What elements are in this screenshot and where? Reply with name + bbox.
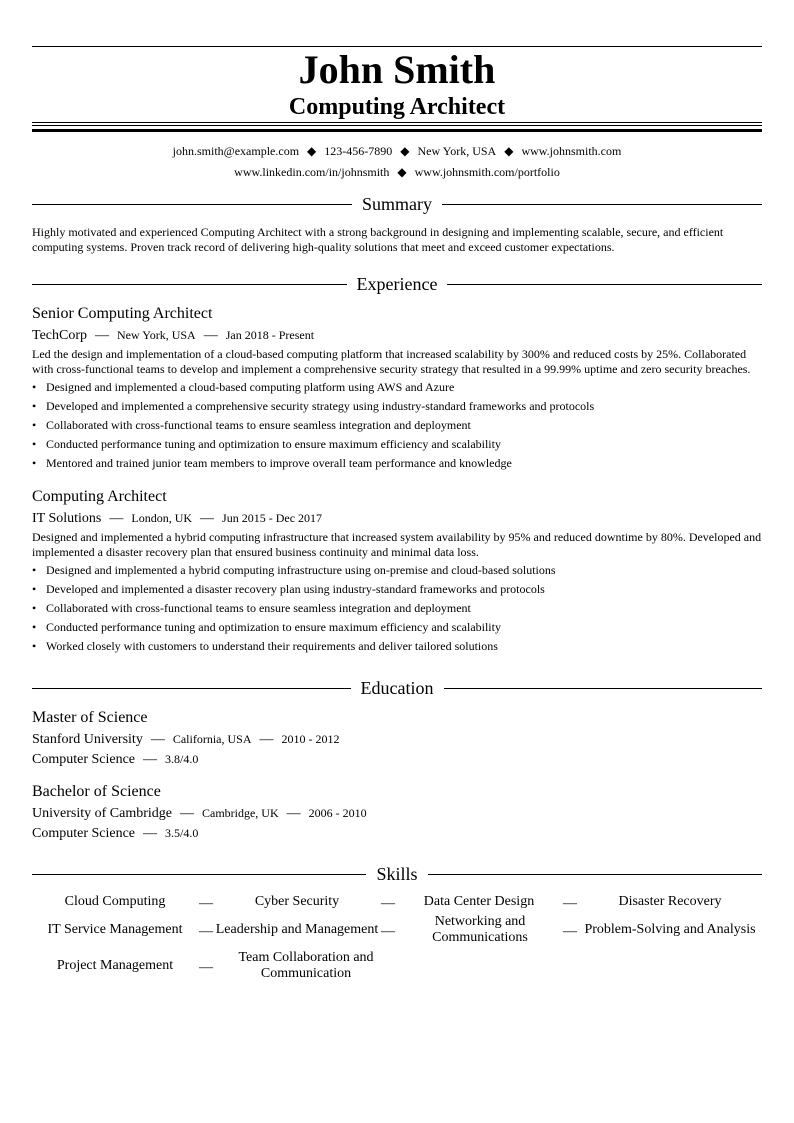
job-dates: Jun 2015 - Dec 2017 (222, 511, 323, 525)
contact-line-1 (32, 143, 762, 159)
job-title: Senior Computing Architect (32, 305, 213, 322)
dash-separator: — (179, 806, 194, 821)
list-item: • Conducted performance tuning and optimization to ensure maximum efficiency and scalability (32, 435, 762, 454)
dash-separator: — (199, 896, 213, 911)
header-rule (32, 125, 762, 126)
job-dates: Jan 2018 - Present (225, 328, 315, 342)
gpa: 3.5/4.0 (165, 826, 199, 840)
skill-item: Project Management (56, 958, 174, 973)
list-item: • Designed and implemented a cloud-based computing platform using AWS and Azure (32, 378, 762, 397)
skill-item: Team Collaboration and Communication (238, 950, 374, 981)
skill-item: Leadership and Management (215, 922, 379, 937)
job-title: Computing Architect (32, 488, 167, 505)
dash-separator: — (286, 806, 301, 821)
bullet-icon: • (32, 563, 37, 577)
education-meta (32, 730, 339, 749)
degree-title: Bachelor of Science (32, 783, 161, 800)
portfolio-link[interactable]: www.johnsmith.com/portfolio (414, 165, 560, 179)
skill-item: Networking and Communications (432, 914, 528, 945)
dash-separator: — (563, 924, 577, 939)
school-location: Cambridge, UK (201, 806, 279, 820)
diamond-separator-icon: ◆ (400, 144, 410, 158)
bullet-icon: • (32, 437, 37, 451)
job-location: London, UK (131, 511, 193, 525)
list-item: • Mentored and trained junior team members to improve overall team performance and knowledge (32, 454, 762, 473)
diamond-separator-icon: ◆ (307, 144, 317, 158)
job-bullet-list (32, 561, 762, 656)
diamond-separator-icon: ◆ (504, 144, 514, 158)
job-meta (32, 326, 314, 345)
dash-separator: — (200, 511, 215, 526)
job-location: New York, USA (117, 328, 196, 342)
list-item: • Developed and implemented a disaster recovery plan using industry-standard frameworks and protocols (32, 580, 762, 599)
gpa: 3.8/4.0 (165, 752, 199, 766)
dash-separator: — (109, 511, 124, 526)
candidate-title: Computing Architect (288, 94, 506, 120)
skills-section-heading (32, 863, 762, 885)
summary-section-heading (32, 193, 762, 215)
job-description: Led the design and implementation of a cloud-based computing platform that increased scalability by 300% and reduced costs by 25%. Collaborated with cross-functional teams to develop and implement a comprehensive security strategy that resulted in a 99.99% uptime and zero security breaches. (32, 347, 751, 376)
diamond-separator-icon: ◆ (397, 165, 407, 179)
dash-separator: — (199, 924, 213, 939)
dash-separator: — (95, 328, 110, 343)
list-item: • Designed and implemented a hybrid computing infrastructure using on-premise and cloud-based solutions (32, 561, 762, 580)
skill-item: Disaster Recovery (618, 894, 722, 909)
list-item: • Developed and implemented a comprehensive security strategy using industry-standard frameworks and protocols (32, 397, 762, 416)
field-of-study: Computer Science (32, 752, 136, 767)
education-dates: 2006 - 2010 (308, 806, 367, 820)
bullet-icon: • (32, 456, 37, 470)
dash-separator: — (563, 896, 577, 911)
bullet-icon: • (32, 601, 37, 615)
list-item: • Worked closely with customers to understand their requirements and deliver tailored solutions (32, 637, 762, 656)
education-section-heading (32, 677, 762, 699)
dash-separator: — (143, 826, 158, 841)
section-title: Experience (356, 274, 438, 294)
list-item: • Collaborated with cross-functional teams to ensure seamless integration and deployment (32, 599, 762, 618)
bullet-icon: • (32, 380, 37, 394)
dash-separator: — (199, 960, 213, 975)
header-rule-thick (32, 129, 762, 132)
job-description: Designed and implemented a hybrid computing infrastructure that increased system availability by 95% and reduced downtime by 80%. Developed and implemented a disaster recovery plan that ensured business continuity and minimal data loss. (32, 530, 762, 559)
email-link[interactable]: john.smith@example.com (172, 144, 300, 158)
company-name: TechCorp (32, 328, 88, 343)
bullet-icon: • (32, 582, 37, 596)
dash-separator: — (143, 752, 158, 767)
company-name: IT Solutions (32, 511, 102, 526)
skill-item: IT Service Management (47, 922, 183, 937)
bullet-icon: • (32, 418, 37, 432)
dash-separator: — (259, 732, 274, 747)
linkedin-link[interactable]: www.linkedin.com/in/johnsmith (234, 165, 390, 179)
education-meta (32, 804, 367, 823)
bullet-icon: • (32, 399, 37, 413)
contact-line-2 (32, 164, 762, 180)
dash-separator: — (381, 896, 395, 911)
job-meta (32, 509, 322, 528)
education-dates: 2010 - 2012 (281, 732, 340, 746)
list-item: • Collaborated with cross-functional teams to ensure seamless integration and deployment (32, 416, 762, 435)
summary-text: Highly motivated and experienced Computing Architect with a strong background in designing and implementing scalable, secure, and efficient computing systems. Proven track record of delivering high-quality solutions that meet and exceed customer expectations. (32, 225, 724, 254)
dash-separator: — (381, 924, 395, 939)
skill-item: Cloud Computing (64, 894, 166, 909)
degree-title: Master of Science (32, 709, 148, 726)
dash-separator: — (203, 328, 218, 343)
skill-item: Problem-Solving and Analysis (584, 922, 756, 937)
experience-section-heading (32, 273, 762, 295)
skill-item: Cyber Security (254, 894, 340, 909)
list-item: • Conducted performance tuning and optimization to ensure maximum efficiency and scalability (32, 618, 762, 637)
school-name: Stanford University (32, 732, 143, 747)
school-location: California, USA (172, 732, 252, 746)
website-link[interactable]: www.johnsmith.com (521, 144, 622, 158)
education-field (32, 750, 198, 769)
school-name: University of Cambridge (32, 806, 172, 821)
skill-item: Data Center Design (423, 894, 535, 909)
job-bullet-list (32, 378, 762, 473)
dash-separator: — (150, 732, 165, 747)
section-title: Education (360, 678, 434, 698)
section-title: Summary (362, 194, 432, 214)
location: New York, USA (417, 144, 497, 158)
candidate-name: John Smith (298, 47, 496, 92)
field-of-study: Computer Science (32, 826, 136, 841)
bullet-icon: • (32, 639, 37, 653)
bullet-icon: • (32, 620, 37, 634)
section-title: Skills (376, 864, 418, 884)
header-rule (32, 122, 762, 123)
education-field (32, 824, 198, 843)
phone-number: 123-456-7890 (324, 144, 393, 158)
